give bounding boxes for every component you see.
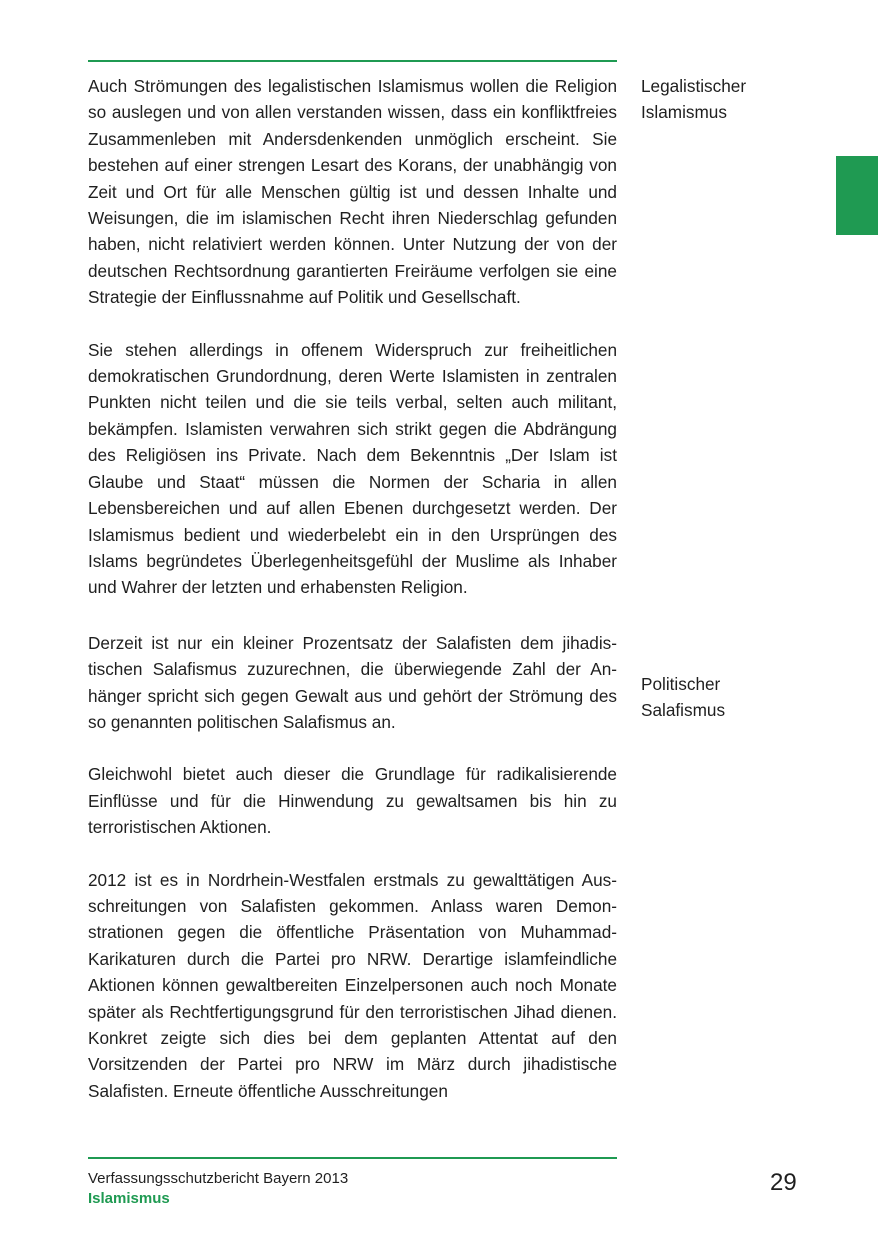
- margin-note-political-salafism: [641, 671, 841, 724]
- margin-note-line: Salafismus: [641, 700, 726, 721]
- paragraph: Sie stehen allerdings in offenem Widerspruch zur freiheitlichen demokratischen Grundordnung, deren Werte Islamisten in zentralen Punkten nicht teilen und die sie teils verbal, selten auch militant, bekämpfen. Islamisten verwahren sich strikt gegen die Abdrängung des Religiösen ins Private. Nach dem Bekenntnis „Der Islam ist Glaube und Staat“ müssen die Normen der Scharia in allen Lebensbereichen und auf allen Ebenen durchgesetzt werden. Der Islamismus bedient und wiederbelebt ein in den Ursprüngen des Islams begründetes Überlegenheitsgefühl der Muslime als Inhaber und Wahrer der letzten und erhabensten Religion.: [88, 339, 617, 598]
- bottom-divider-rule: [88, 1157, 617, 1159]
- paragraph: Gleichwohl bietet auch dieser die Grundlage für radikalisierende Einflüsse und für die Hinwendung zu gewaltsamen bis hin zu terroristischen Aktionen.: [88, 764, 617, 838]
- body-text: [88, 73, 617, 1104]
- paragraph: 2012 ist es in Nordrhein-Westfalen erstmals zu gewalttätigen Ausschreitungen von Salafisten gekommen. Anlass waren Demonstrationen gegen die öffentliche Präsentation von Muhammad-Karikaturen durch die Partei pro NRW. Derartige islamfeindliche Aktionen können gewaltbereiten Einzelpersonen auch noch Monate später als Rechtfertigungsgrund für den terroristischen Jihad dienen. Konkret zeigte sich dies bei dem geplanten Attentat auf den Vorsitzenden der Partei pro NRW im März durch jihadistische Salafisten. Erneute öffentliche Ausschreitungen: [88, 869, 617, 1101]
- margin-note-line: Islamismus: [641, 102, 727, 123]
- footer-section-name: Islamismus: [88, 1190, 170, 1207]
- paragraph: Derzeit ist nur ein kleiner Prozentsatz der Salafisten dem jihadistischen Salafismus zuzurechnen, die überwiegende Zahl der Anhänger spricht sich gegen Gewalt aus und gehört der Strömung des so genannten politischen Salafismus an.: [88, 632, 617, 732]
- footer-report-title: Verfassungsschutzbericht Bayern 2013: [88, 1170, 349, 1187]
- page-number: 29: [770, 1169, 797, 1196]
- chapter-tab-marker: [836, 156, 878, 235]
- margin-note-legalistic-islamism: [641, 73, 841, 126]
- margin-note-line: Legalistischer: [641, 76, 747, 96]
- top-divider-rule: [88, 60, 617, 62]
- paragraph: Auch Strömungen des legalistischen Islamismus wollen die Religion so auslegen und von allen verstanden wissen, dass ein konfliktfreies Zusammenleben mit Andersdenkenden unmöglich erscheint. Sie bestehen auf einer strengen Lesart des Korans, der unabhängig von Zeit und Ort für alle Menschen gültig ist und dessen Inhalte und Weisungen, die im islamischen Recht ihren Niederschlag gefunden haben, nicht relativiert werden können. Unter Nutzung der von der deutschen Rechtsordnung garantierten Freiräume verfolgen sie eine Strategie der Einflussnahme auf Politik und Gesellschaft.: [88, 76, 617, 308]
- margin-note-line: Politischer: [641, 674, 721, 694]
